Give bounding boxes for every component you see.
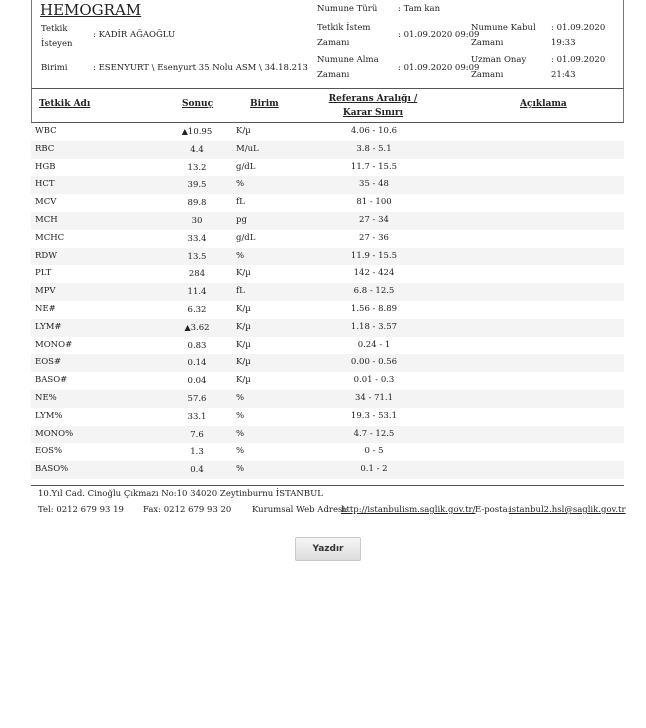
test-reference: 81 - 100: [356, 197, 392, 208]
test-reference: 1.56 - 8.89: [350, 303, 398, 314]
test-unit: %: [236, 250, 245, 261]
result-value: 0.4: [190, 465, 204, 476]
test-unit: K/µ: [236, 321, 251, 332]
result-value: 3.62: [190, 322, 210, 333]
test-unit: g/dL: [236, 161, 256, 172]
test-unit: %: [236, 410, 245, 421]
test-name: EOS#: [35, 357, 62, 368]
test-unit: g/dL: [236, 232, 256, 243]
table-row: [31, 283, 624, 301]
table-row: [31, 176, 624, 194]
table-row: [31, 212, 624, 230]
test-name: MCHC: [35, 232, 65, 243]
requester-label: Tetkik İsteyen: [41, 24, 73, 49]
test-result: [161, 337, 233, 356]
test-unit: %: [236, 464, 245, 475]
collection-time-label: Numune Alma Zamanı: [317, 55, 379, 80]
table-row: [31, 372, 624, 390]
test-unit: K/µ: [236, 357, 251, 368]
column-header-name: Tetkik Adı: [39, 99, 91, 109]
high-flag-icon: ▲: [184, 322, 191, 332]
report-header: [31, 0, 624, 89]
table-row: [31, 408, 624, 426]
test-reference: 0.01 - 0.3: [353, 375, 395, 386]
requester-value: : KADİR AĞAOĞLU: [93, 30, 176, 40]
test-unit: K/µ: [236, 126, 251, 136]
test-reference: 6.8 - 12.5: [353, 286, 395, 297]
result-value: 7.6: [190, 429, 204, 440]
test-name: NE%: [35, 392, 57, 403]
test-name: PLT: [35, 268, 52, 279]
table-row: [31, 390, 624, 408]
footer-fax: Fax: 0212 679 93 20: [143, 504, 232, 515]
test-name: EOS%: [35, 446, 63, 457]
test-reference: 1.18 - 3.57: [350, 321, 398, 332]
result-value: 13.5: [187, 251, 207, 262]
test-reference: 3.8 - 5.1: [356, 143, 392, 154]
result-value: 10.95: [187, 127, 213, 137]
footer-email-label: E-posta:: [475, 504, 511, 515]
test-name: WBC: [35, 126, 57, 136]
test-result: [161, 408, 233, 427]
test-reference: 0.24 - 1: [357, 339, 391, 350]
test-name: BASO#: [35, 375, 68, 386]
test-result: [161, 248, 233, 267]
test-result: [161, 354, 233, 373]
sample-type-value: : Tam kan: [398, 4, 441, 14]
result-value: 89.8: [187, 198, 207, 209]
test-unit: fL: [236, 197, 245, 208]
table-row: [31, 301, 624, 319]
result-value: 0.83: [187, 340, 207, 351]
result-value: 30: [191, 215, 203, 226]
result-value: 33.1: [187, 411, 207, 422]
test-reference: 0.00 - 0.56: [350, 357, 398, 368]
test-name: MONO#: [35, 339, 73, 350]
acceptance-label: Numune Kabul Zamanı: [471, 23, 536, 48]
result-value: 4.4: [190, 144, 204, 155]
test-result: [161, 443, 233, 462]
test-result: [161, 372, 233, 391]
test-unit: M/uL: [236, 143, 259, 154]
test-name: MCH: [35, 214, 58, 225]
test-unit: %: [236, 446, 245, 457]
footer-phone: Tel: 0212 679 93 19: [38, 504, 124, 515]
result-value: 0.14: [187, 358, 207, 369]
test-result: [161, 176, 233, 195]
test-name: HGB: [35, 161, 56, 172]
table-row: [31, 443, 624, 461]
collection-time-value: : 01.09.2020 09:09: [398, 63, 480, 73]
test-result: [161, 461, 233, 480]
test-reference: 11.7 - 15.5: [350, 161, 398, 172]
result-value: 0.04: [187, 376, 207, 387]
request-time-label: Tetkik İstem Zamanı: [317, 23, 371, 48]
result-value: 57.6: [187, 393, 207, 404]
table-row: [31, 248, 624, 266]
test-name: RBC: [35, 143, 55, 154]
print-button[interactable]: Yazdır: [295, 537, 361, 561]
test-result: [161, 212, 233, 231]
request-time-value: : 01.09.2020 09:09: [398, 30, 480, 40]
test-reference: 142 - 424: [353, 268, 395, 279]
column-header-reference: Referans Aralığı / Karar Sınırı: [328, 94, 418, 118]
result-value: 284: [188, 269, 206, 280]
result-value: 6.32: [187, 304, 207, 315]
unit-label: Birimi: [41, 63, 68, 73]
table-row: [31, 194, 624, 212]
test-reference: 19.3 - 53.1: [350, 410, 398, 421]
test-reference: 27 - 34: [359, 214, 389, 225]
test-result: [161, 283, 233, 302]
table-row: [31, 230, 624, 248]
test-unit: K/µ: [236, 339, 251, 350]
test-reference: 35 - 48: [359, 179, 389, 190]
test-reference: 0 - 5: [364, 446, 384, 457]
test-name: MONO%: [35, 428, 74, 439]
unit-value: : ESENYURT \ Esenyurt 35 Nolu ASM \ 34.18.213: [93, 63, 308, 73]
test-unit: K/µ: [236, 268, 251, 279]
table-row: [31, 461, 624, 479]
test-unit: K/µ: [236, 375, 251, 386]
table-row: [31, 141, 624, 159]
test-reference: 4.7 - 12.5: [353, 428, 395, 439]
footer-web-label: Kurumsal Web Adresi:: [252, 504, 348, 515]
table-row: [31, 337, 624, 355]
test-unit: %: [236, 179, 245, 190]
test-result: [161, 194, 233, 213]
footer-email-link[interactable]: istanbul2.hsl@saglik.gov.tr: [509, 504, 626, 515]
footer-web-link[interactable]: http://istanbulism.saglik.gov.tr/: [341, 504, 476, 515]
result-value: 13.2: [187, 162, 207, 173]
test-reference: 27 - 36: [359, 232, 389, 243]
test-result: [161, 426, 233, 445]
page-title: HEMOGRAM: [40, 1, 142, 19]
column-header-note: Açıklama: [520, 99, 567, 109]
test-name: LYM#: [35, 321, 62, 332]
table-row: [31, 319, 624, 337]
result-value: 33.4: [187, 233, 207, 244]
sample-type-label: Numune Türü: [317, 4, 378, 14]
results-table-body: [31, 123, 624, 479]
test-result: [161, 159, 233, 178]
test-reference: 11.9 - 15.5: [350, 250, 398, 261]
lab-report: [31, 0, 624, 523]
test-name: RDW: [35, 250, 57, 261]
high-flag-icon: ▲: [181, 127, 188, 136]
table-row: [31, 159, 624, 177]
test-reference: 4.06 - 10.6: [350, 126, 398, 136]
table-row: [31, 265, 624, 283]
test-result: [161, 230, 233, 249]
test-name: HCT: [35, 179, 55, 190]
test-reference: 0.1 - 2: [360, 464, 388, 475]
results-table-header: [31, 89, 624, 123]
report-footer: [31, 485, 624, 523]
test-result: [161, 319, 233, 338]
test-name: LYM%: [35, 410, 63, 421]
footer-address: 10.Yıl Cad. Cinoğlu Çıkmazı No:10 34020 Zeytinburnu İSTANBUL: [38, 488, 323, 499]
result-value: 39.5: [187, 180, 207, 191]
acceptance-value: : 01.09.2020 19:33: [551, 23, 606, 48]
test-result: [161, 123, 233, 142]
test-reference: 34 - 71.1: [354, 392, 394, 403]
approval-value: : 01.09.2020 21:43: [551, 55, 606, 80]
approval-label: Uzman Onay Zamanı: [471, 55, 527, 80]
test-result: [161, 390, 233, 409]
test-unit: K/µ: [236, 303, 251, 314]
test-name: BASO%: [35, 464, 69, 475]
result-value: 11.4: [187, 287, 207, 298]
test-unit: pg: [236, 214, 247, 225]
test-name: MPV: [35, 286, 56, 297]
test-result: [161, 301, 233, 320]
test-unit: %: [236, 428, 245, 439]
column-header-unit: Birim: [250, 99, 279, 109]
test-result: [161, 141, 233, 160]
test-unit: fL: [236, 286, 245, 297]
table-row: [31, 123, 624, 141]
test-name: MCV: [35, 197, 57, 208]
table-row: [31, 354, 624, 372]
column-header-result: Sonuç: [182, 99, 214, 109]
table-row: [31, 426, 624, 444]
test-name: NE#: [35, 303, 56, 314]
result-value: 1.3: [190, 447, 204, 458]
test-unit: %: [236, 392, 245, 403]
test-result: [161, 265, 233, 284]
